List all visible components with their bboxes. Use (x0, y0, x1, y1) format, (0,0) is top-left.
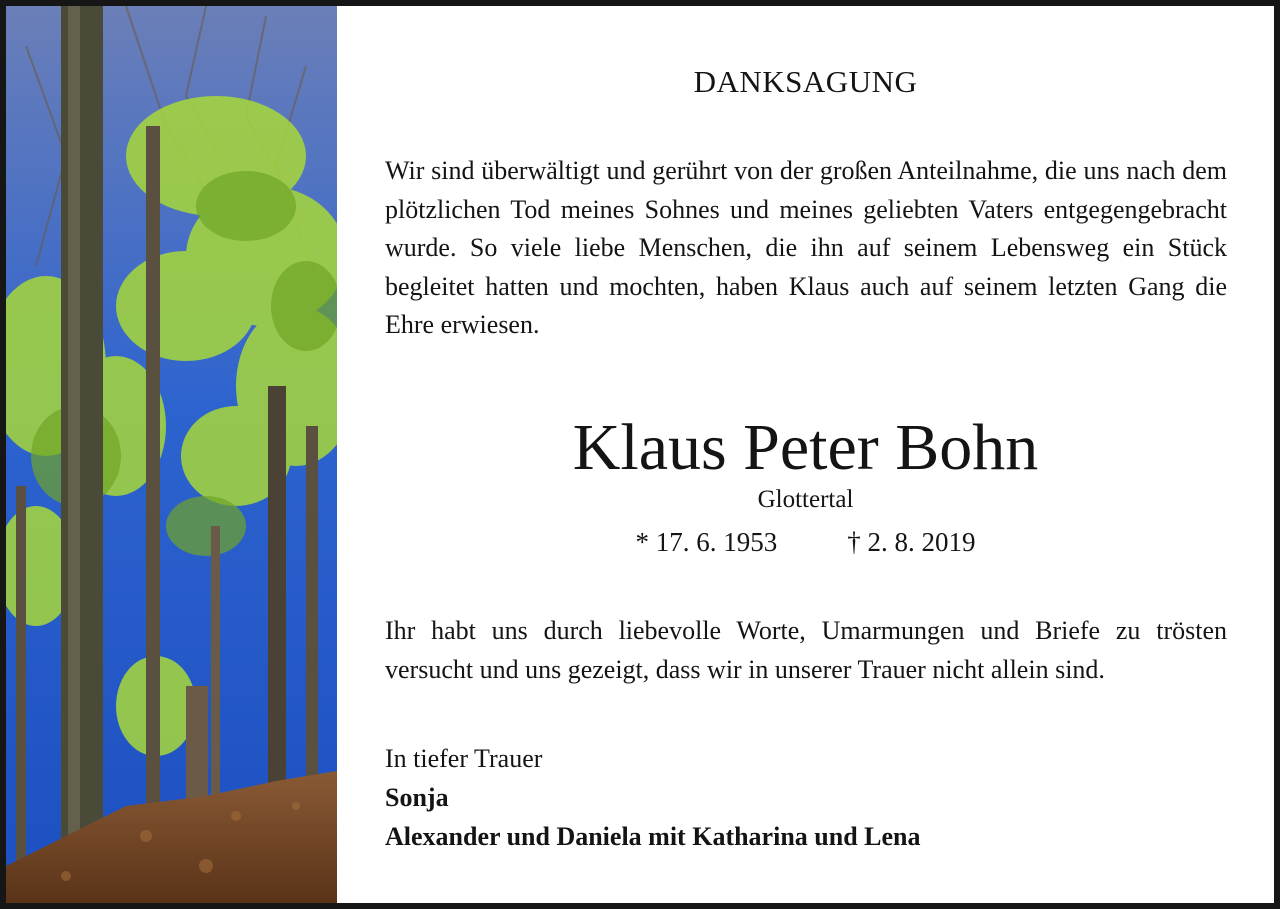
notice-heading: DANKSAGUNG (693, 64, 918, 99)
closing-paragraph: Ihr habt uns durch liebevolle Worte, Umarmungen und Briefe zu trösten versucht und uns gezeigt, dass wir in unserer Trauer nicht allein sind. (385, 616, 1227, 684)
death-date: † 2. 8. 2019 (847, 527, 976, 557)
mourning-phrase: In tiefer Trauer (385, 744, 543, 773)
notice-card (337, 6, 1274, 903)
deceased-name: Klaus Peter Bohn (572, 411, 1039, 484)
birth-date: * 17. 6. 1953 (635, 527, 778, 557)
intro-paragraph: Wir sind überwältigt und gerührt von der großen Anteilnahme, die uns nach dem plötzlichen Tod meines Sohnes und meines geliebten Vaters entgegengebracht wurde. So viele liebe Menschen, die ihn auf seinem Lebensweg ein Stück begleitet hatten und mochten, haben Klaus auch auf seinem letzten Gang die Ehre erwiesen. (385, 156, 1227, 339)
forest-photo (6, 6, 337, 903)
signer-name: Sonja (385, 783, 449, 812)
deceased-place: Glottertal (757, 486, 854, 513)
life-dates (337, 527, 1274, 558)
signature-block (385, 739, 921, 856)
signer-family: Alexander und Daniela mit Katharina und Lena (385, 822, 921, 851)
forest-illustration (6, 6, 337, 903)
